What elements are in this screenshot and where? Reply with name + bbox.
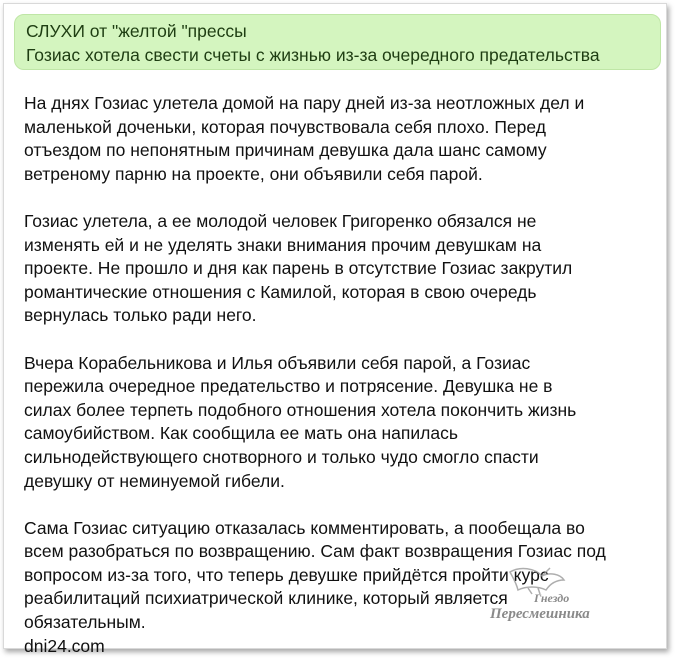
text-line: Сама Гозиас ситуацию отказалась комментировать, а пообещала во [24,517,585,538]
text-line: отъездом по непонятным причинам девушка дала шанс самому [24,140,547,161]
text-line: вопросом из-за того, что теперь девушке прийдётся пройти курс [24,564,549,585]
watermark-line-1: Гнездо [534,591,570,605]
source-link[interactable]: dni24.com [24,635,105,656]
text-line: маленькой доченьки, которая почувствовала себя плохо. Перед [24,116,546,137]
text-line: проекте. Не прошло и дня как парень в отсутствие Гозиас закрутил [24,258,573,279]
text-line: реабилитаций психиатрической клинике, который является [24,588,508,609]
text-line: пережила очередное предательство и потрясение. Девушка не в [24,376,553,397]
paragraph-4 [24,517,659,635]
text-line: девушку от неминуемой гибели. [24,470,285,491]
text-line: силах более терпеть подобного отношения хотела покончить жизнь [24,399,577,420]
paragraph-2 [24,210,659,328]
text-line: Гозиас улетела, а ее молодой человек Григоренко обязался не [24,210,537,231]
rubric-label: СЛУХИ от "желтой "прессы [26,21,247,41]
text-line: обязательным. [24,612,146,633]
text-line: всем разобраться по возвращению. Сам факт возвращения Гозиас под [24,541,606,562]
article-header [14,14,661,70]
paragraph-3 [24,352,659,494]
text-line: романтические отношения с Камилой, которая в свою очередь [24,281,537,302]
article-body [24,92,659,658]
text-line: изменять ей и не уделять знаки внимания прочим девушкам на [24,234,542,255]
text-line: вернулась только ради него. [24,305,257,326]
text-line: ветреному парню на проекте, они объявили себя парой. [24,163,483,184]
text-line: На днях Гозиас улетела домой на пару дней из-за неотложных дел и [24,93,585,113]
paragraph-1 [24,92,659,186]
text-line: самоубийством. Как сообщила ее мать она напилась [24,423,458,444]
text-line: Вчера Корабельникова и Илья объявили себя парой, а Гозиас [24,352,531,373]
article-card [3,3,667,656]
headline: Гозиас хотела свести счеты с жизнью из-за очередного предательства [26,45,600,65]
text-line: сильнодействующего снотворного и только чудо смогло спасти [24,446,539,467]
watermark-line-2: Пересмешника [490,606,590,622]
